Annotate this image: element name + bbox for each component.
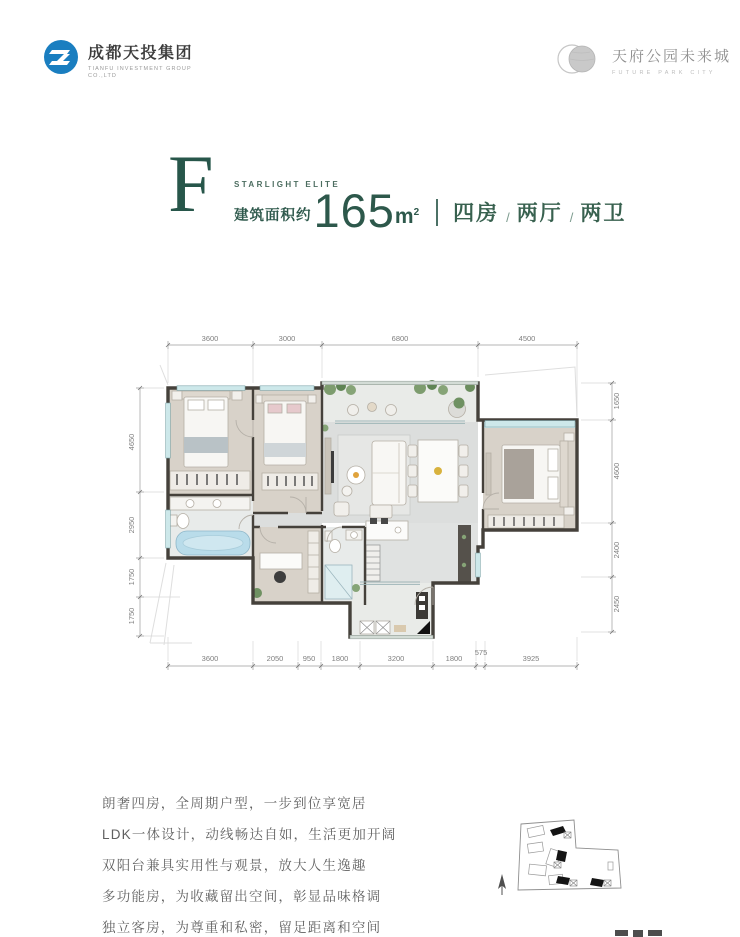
dining-chair [408, 445, 417, 457]
balcony-chair [348, 405, 359, 416]
future-park-city-logo-icon [556, 42, 602, 76]
bed-throw [184, 437, 228, 453]
svg-text:1800: 1800 [445, 654, 463, 663]
brand-left-subtitle2: CO.,LTD [88, 73, 117, 79]
svg-text:1800: 1800 [331, 654, 349, 663]
ottoman [370, 505, 392, 518]
tv-cabinet [325, 438, 331, 494]
unit-tagline: STARLIGHT ELITE [234, 180, 341, 189]
appliance-panel [419, 596, 425, 601]
description-line: 多功能房，为收藏留出空间，彰显品味格调 [102, 889, 382, 904]
nightstand [308, 395, 316, 403]
bathtub-inner [183, 536, 243, 551]
cropped-text-fragment [615, 930, 673, 937]
description-line: 双阳台兼具实用性与观景，放大人生逸趣 [102, 858, 367, 873]
svg-text:4500: 4500 [518, 334, 536, 343]
svg-text:1750: 1750 [127, 568, 136, 586]
svg-text:3200: 3200 [387, 654, 405, 663]
armchair [334, 502, 349, 516]
room-separator: / [569, 210, 574, 225]
pillow [287, 404, 301, 413]
desk [260, 553, 302, 569]
centerpiece [434, 467, 442, 475]
balcony-chair [386, 405, 397, 416]
pantry-cabinet [458, 525, 471, 583]
toilet [177, 514, 189, 529]
dresser [262, 473, 318, 490]
svg-text:2450: 2450 [612, 595, 621, 613]
island-sink [395, 527, 401, 533]
pillow [548, 449, 558, 471]
area-unit-base: m [394, 205, 414, 228]
tv-cabinet [486, 453, 491, 495]
dining-chair [459, 485, 468, 497]
balcony-table [368, 403, 377, 412]
nightstand [232, 391, 242, 400]
room-count-living: 两厅 [516, 202, 563, 225]
brand-left-subtitle: TIANFU INVESTMENT GROUP [88, 66, 192, 72]
brand-right-subtitle: FUTURE PARK CITY [612, 70, 716, 76]
brand-left-name: 成都天投集团 [88, 45, 194, 62]
description-line: 朗奢四房，全周期户型，一步到位享宽居 [102, 796, 367, 811]
svg-text:1650: 1650 [612, 392, 621, 410]
mat [394, 625, 406, 632]
pillow [548, 477, 558, 499]
svg-text:4650: 4650 [127, 433, 136, 451]
wardrobe [170, 471, 250, 490]
hob-burner [370, 518, 377, 524]
svg-text:3000: 3000 [278, 334, 296, 343]
unit-title-group [234, 180, 627, 237]
svg-text:3600: 3600 [201, 654, 219, 663]
dining-chair [408, 465, 417, 477]
pillow [268, 404, 282, 413]
vanity-counter [170, 497, 250, 510]
unit-letter: F [168, 138, 214, 229]
north-arrow-icon [498, 874, 506, 895]
description-block [102, 788, 396, 937]
desk-chair [274, 571, 286, 583]
dining-chair [408, 485, 417, 497]
sink-basin [186, 500, 194, 508]
dining-chair [459, 465, 468, 477]
area-label: 建筑面积约 [234, 208, 312, 224]
balcony-railing [322, 381, 478, 384]
bed-throw [264, 443, 306, 457]
pantry-plant [462, 563, 466, 567]
appliance-panel [419, 605, 425, 610]
side-table [342, 486, 352, 496]
sink-basin [351, 532, 358, 539]
svg-text:1750: 1750 [127, 607, 136, 625]
description-line: 独立客房，为尊重和私密，留足距离和空间 [102, 920, 382, 935]
bed-throw [504, 449, 534, 499]
svg-text:3925: 3925 [522, 654, 540, 663]
sink-basin [213, 500, 221, 508]
area-unit [395, 202, 419, 227]
room-count-bath: 两卫 [580, 202, 627, 225]
room-separator: / [506, 210, 510, 225]
nightstand [564, 433, 574, 441]
area-value: 165 [313, 184, 395, 237]
bed-headboard [560, 441, 568, 507]
brand-left [42, 38, 193, 79]
site-key-plan [488, 810, 664, 910]
title-divider [436, 199, 438, 226]
wardrobe [488, 515, 564, 528]
balcony-railing [350, 635, 433, 638]
pantry-plant [462, 535, 466, 539]
brand-right [556, 42, 731, 76]
pillow [208, 400, 224, 410]
bookshelf [308, 531, 319, 593]
toilet [330, 540, 341, 553]
pillow [188, 400, 204, 410]
svg-text:2400: 2400 [612, 541, 621, 559]
floor-plan [120, 325, 660, 690]
description-line: LDK一体设计，动线畅达自如，生活更加开阔 [102, 827, 397, 842]
brand-right-name: 天府公园未来城 [612, 48, 732, 65]
svg-text:2050: 2050 [266, 654, 284, 663]
tv [331, 451, 334, 483]
svg-text:3600: 3600 [201, 334, 219, 343]
svg-text:2950: 2950 [127, 516, 136, 534]
svg-text:4600: 4600 [612, 462, 621, 480]
site-highlighted-units [550, 826, 604, 887]
dining-chair [459, 445, 468, 457]
area-unit-sup: 2 [413, 207, 420, 218]
nightstand [564, 507, 574, 515]
svg-text:575: 575 [474, 648, 488, 657]
svg-text:950: 950 [302, 654, 316, 663]
fruit-plate [353, 472, 359, 478]
nightstand [172, 391, 182, 400]
hob-burner [381, 518, 388, 524]
corridor-floor [253, 513, 322, 527]
tianfu-logo-icon [42, 38, 80, 76]
room-count-bedrooms: 四房 [453, 202, 500, 225]
svg-text:6800: 6800 [391, 334, 409, 343]
toilet-tank [170, 515, 177, 526]
